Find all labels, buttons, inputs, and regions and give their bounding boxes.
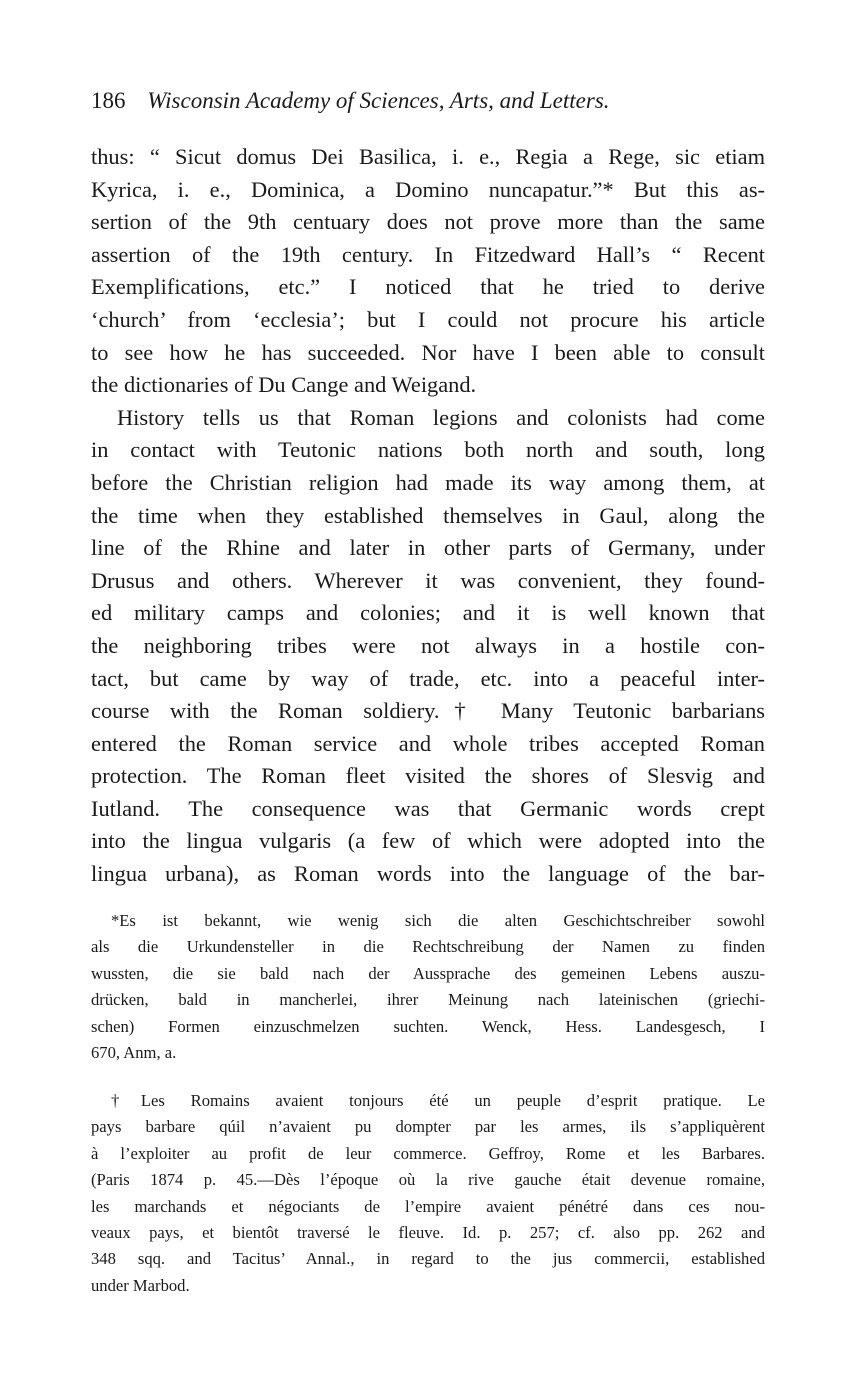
text-line: assertion of the 19th century. In Fitzedward Hall’s “ Recent: [91, 241, 765, 267]
footnote-line: wussten, die sie bald nach der Aussprache des gemeinen Lebens auszu-: [91, 963, 765, 983]
footnote-line: schen) Formen einzuschmelzen suchten. Wenck, Hess. Landesgesch, I: [91, 1016, 765, 1036]
running-title: Wisconsin Academy of Sciences, Arts, and Letters.: [147, 88, 610, 113]
text-line: before the Christian religion had made its way among them, at: [91, 469, 765, 495]
page-number: 186: [91, 88, 126, 113]
footnote-line: pays barbare qúil n’avaient pu dompter par les armes, ils s’appliquèrent: [91, 1117, 765, 1137]
footnote-line: les marchands et négociants de l’empire avaient pénétré dans ces nou-: [91, 1196, 765, 1216]
text-line: Kyrica, i. e., Dominica, a Domino nuncapatur.”* But this as-: [91, 176, 765, 202]
text-line: Exemplifications, etc.” I noticed that he tried to derive: [91, 274, 765, 300]
text-line: to see how he has succeeded. Nor have I been able to consult: [91, 339, 765, 365]
text-line: ‘church’ from ‘ecclesia’; but I could not procure his article: [91, 306, 765, 332]
footnote-line: †Les Romains avaient tonjours été un peuple d’esprit pratique. Le: [111, 1091, 765, 1110]
footnote-line: als die Urkundensteller in die Rechtschreibung der Namen zu finden: [91, 937, 765, 957]
footnote-line: (Paris 1874 p. 45.—Dès l’époque où la rive gauche était devenue romaine,: [91, 1170, 765, 1190]
footnote-line: à l’exploiter au profit de leur commerce. Geffroy, Rome et les Barbares.: [91, 1143, 765, 1163]
page-header: [91, 88, 610, 114]
text-line: tact, but came by way of trade, etc. into a peaceful inter-: [91, 665, 765, 691]
text-line: into the lingua vulgaris (a few of which were adopted into the: [91, 828, 765, 854]
footnote-2: [91, 1088, 765, 1299]
footnote-line: 348 sqq. and Tacitus’ Annal., in regard to the jus commercii, established: [91, 1249, 765, 1269]
footnote-line: veaux pays, et bientôt traversé le fleuve. Id. p. 257; cf. also pp. 262 and: [91, 1222, 765, 1242]
footnote-line: drücken, bald in mancherlei, ihrer Meinung nach lateinischen (griechi-: [91, 990, 765, 1010]
body-text: [91, 141, 765, 891]
text-line: in contact with Teutonic nations both north and south, long: [91, 437, 765, 463]
text-line: entered the Roman service and whole tribes accepted Roman: [91, 730, 765, 756]
text-line: the time when they established themselves in Gaul, along the: [91, 502, 765, 528]
text-line: History tells us that Roman legions and colonists had come: [117, 404, 765, 430]
text-line: sertion of the 9th centuary does not prove more than the same: [91, 209, 765, 235]
text-line: course with the Roman soldiery.† Many Teutonic barbarians: [91, 698, 765, 724]
text-line: the neighboring tribes were not always in a hostile con-: [91, 632, 765, 658]
text-line: Iutland. The consequence was that Germanic words crept: [91, 795, 765, 821]
text-line: ed military camps and colonies; and it is well known that: [91, 600, 765, 626]
footnote-1: [91, 908, 765, 1066]
text-line: lingua urbana), as Roman words into the language of the bar-: [91, 861, 765, 887]
footnote-line: 670, Anm, a.: [91, 1042, 177, 1062]
text-line: protection. The Roman fleet visited the shores of Slesvig and: [91, 763, 765, 789]
text-line: Drusus and others. Wherever it was convenient, they found-: [91, 567, 765, 593]
text-line: thus: “ Sicut domus Dei Basilica, i. e., Regia a Rege, sic etiam: [91, 144, 765, 169]
text-line: the dictionaries of Du Cange and Weigand.: [91, 372, 477, 398]
footnote-line: under Marbod.: [91, 1275, 190, 1295]
footnote-line: *Es ist bekannt, wie wenig sich die alten Geschichtschreiber sowohl: [111, 911, 765, 930]
text-line: line of the Rhine and later in other parts of Germany, under: [91, 535, 765, 561]
